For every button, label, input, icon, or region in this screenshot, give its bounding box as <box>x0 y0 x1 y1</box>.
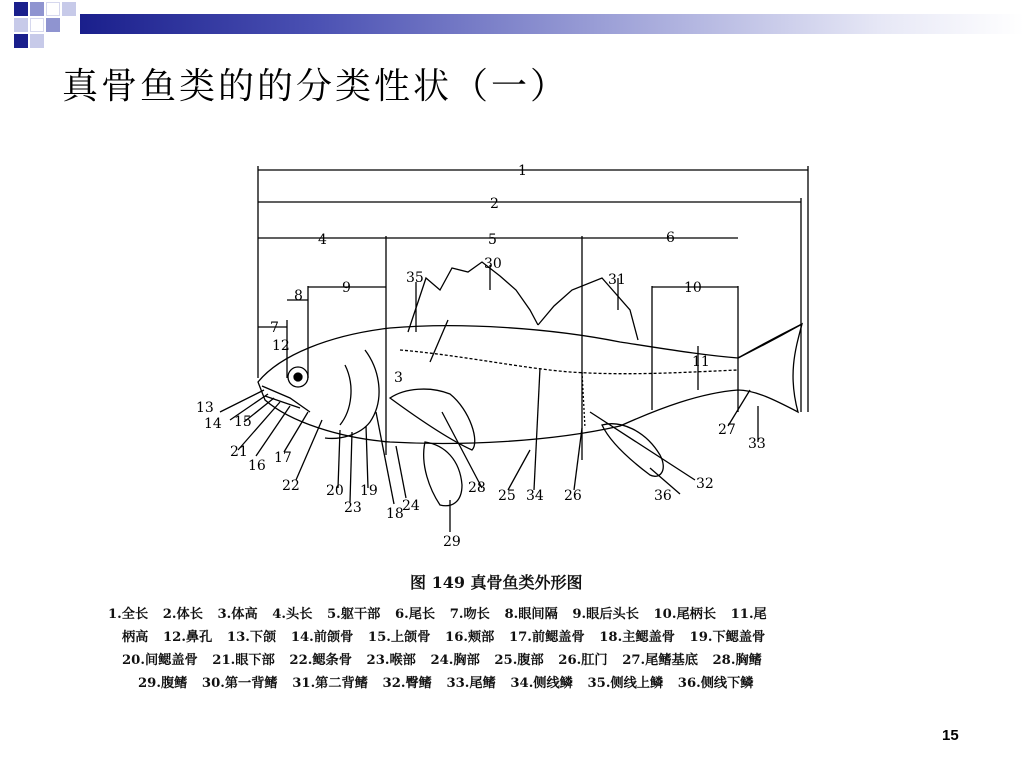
legend-item: 1.全长 <box>108 607 149 622</box>
diagram-labels <box>190 150 830 560</box>
legend-item: 9.眼后头长 <box>572 607 639 622</box>
dimension-label: 6 <box>666 230 675 246</box>
legend-item: 15.上颌骨 <box>367 630 431 645</box>
decor-square <box>30 18 44 32</box>
legend-item: 26.肛门 <box>558 653 608 668</box>
dimension-label: 3 <box>394 370 403 386</box>
part-label: 32 <box>696 476 714 492</box>
legend-item: 21.眼下部 <box>212 653 275 668</box>
dimension-label: 9 <box>342 280 351 296</box>
legend-item: 4.头长 <box>272 607 313 622</box>
decor-square <box>46 18 60 32</box>
fish-diagram <box>190 150 830 560</box>
decor-square <box>14 2 28 16</box>
legend-item: 17.前鳃盖骨 <box>508 630 585 645</box>
legend-item: 2.体长 <box>162 607 203 622</box>
part-label: 24 <box>402 498 420 514</box>
legend-item: 23.喉部 <box>366 653 416 668</box>
dimension-label: 5 <box>488 232 497 248</box>
dimension-label: 11 <box>692 354 710 370</box>
legend-item: 29.腹鳍 <box>138 676 188 691</box>
dimension-label: 8 <box>294 288 303 304</box>
legend-item: 35.侧线上鳞 <box>587 676 664 691</box>
legend-item: 22.鳃条骨 <box>289 653 352 668</box>
legend-item: 6.尾长 <box>394 607 436 622</box>
dimension-label: 2 <box>490 196 499 212</box>
part-label: 19 <box>360 483 378 499</box>
part-label: 35 <box>406 270 424 286</box>
legend-item: 28.胸鳍 <box>712 653 762 668</box>
legend-item: 柄高 <box>122 630 149 645</box>
part-label: 25 <box>498 488 516 504</box>
legend-item: 33.尾鳍 <box>446 676 496 691</box>
part-label: 13 <box>196 400 214 416</box>
legend-item: 25.腹部 <box>494 653 544 668</box>
part-label: 26 <box>564 488 582 504</box>
legend-item: 27.尾鳍基底 <box>622 653 698 668</box>
legend-item: 16.颊部 <box>445 630 495 645</box>
legend-item: 30.第一背鳍 <box>201 676 278 691</box>
legend-item: 19.下鳃盖骨 <box>689 630 766 645</box>
part-label: 15 <box>234 414 252 430</box>
decor-square <box>46 2 60 16</box>
part-label: 16 <box>248 458 266 474</box>
dimension-label: 1 <box>518 163 527 179</box>
legend-item: 11.尾 <box>730 607 767 622</box>
decor-square <box>30 34 44 48</box>
part-label: 12 <box>272 338 290 354</box>
legend-item: 31.第二背鳍 <box>292 676 368 691</box>
legend-item: 3.体高 <box>217 607 258 622</box>
part-label: 36 <box>654 488 672 504</box>
part-label: 21 <box>230 444 248 460</box>
dimension-label: 4 <box>318 232 327 248</box>
dimension-label: 7 <box>270 320 279 336</box>
dimension-label: 10 <box>684 280 702 296</box>
legend-item: 18.主鳃盖骨 <box>599 630 675 645</box>
decor-square <box>62 2 76 16</box>
legend-item: 10.尾柄长 <box>653 607 717 622</box>
header-gradient-bar <box>80 14 1024 34</box>
slide-title: 真骨鱼类的的分类性状（一） <box>62 66 570 107</box>
part-label: 34 <box>526 488 544 504</box>
legend-line <box>108 626 938 649</box>
part-label: 20 <box>326 483 344 499</box>
legend-item: 36.侧线下鳞 <box>677 676 754 691</box>
part-label: 23 <box>344 500 362 516</box>
legend <box>108 603 938 695</box>
part-label: 28 <box>468 480 486 496</box>
decor-square <box>14 18 28 32</box>
part-label: 30 <box>484 256 502 272</box>
legend-item: 8.眼间隔 <box>504 607 558 622</box>
decor-square <box>14 34 28 48</box>
part-label: 29 <box>443 534 461 550</box>
part-label: 17 <box>274 450 292 466</box>
legend-item: 34.侧线鳞 <box>510 676 573 691</box>
part-label: 18 <box>386 506 404 522</box>
legend-item: 12.鼻孔 <box>162 630 213 645</box>
legend-item: 5.躯干部 <box>327 607 381 622</box>
page-number: 15 <box>942 727 959 744</box>
legend-item: 13.下颌 <box>226 630 277 645</box>
decor-square <box>30 2 44 16</box>
part-label: 31 <box>608 272 626 288</box>
legend-line <box>108 649 938 672</box>
legend-item: 7.吻长 <box>449 607 490 622</box>
part-label: 27 <box>718 422 736 438</box>
legend-item: 20.间鳃盖骨 <box>122 653 198 668</box>
legend-item: 24.胸部 <box>430 653 480 668</box>
legend-item: 14.前颌骨 <box>290 630 354 645</box>
legend-line <box>108 672 938 695</box>
part-label: 22 <box>282 478 300 494</box>
part-label: 14 <box>204 416 222 432</box>
legend-item: 32.臀鳍 <box>382 676 432 691</box>
part-label: 33 <box>748 436 766 452</box>
figure-caption: 图 149 真骨鱼类外形图 <box>410 573 583 592</box>
legend-line <box>108 603 938 626</box>
